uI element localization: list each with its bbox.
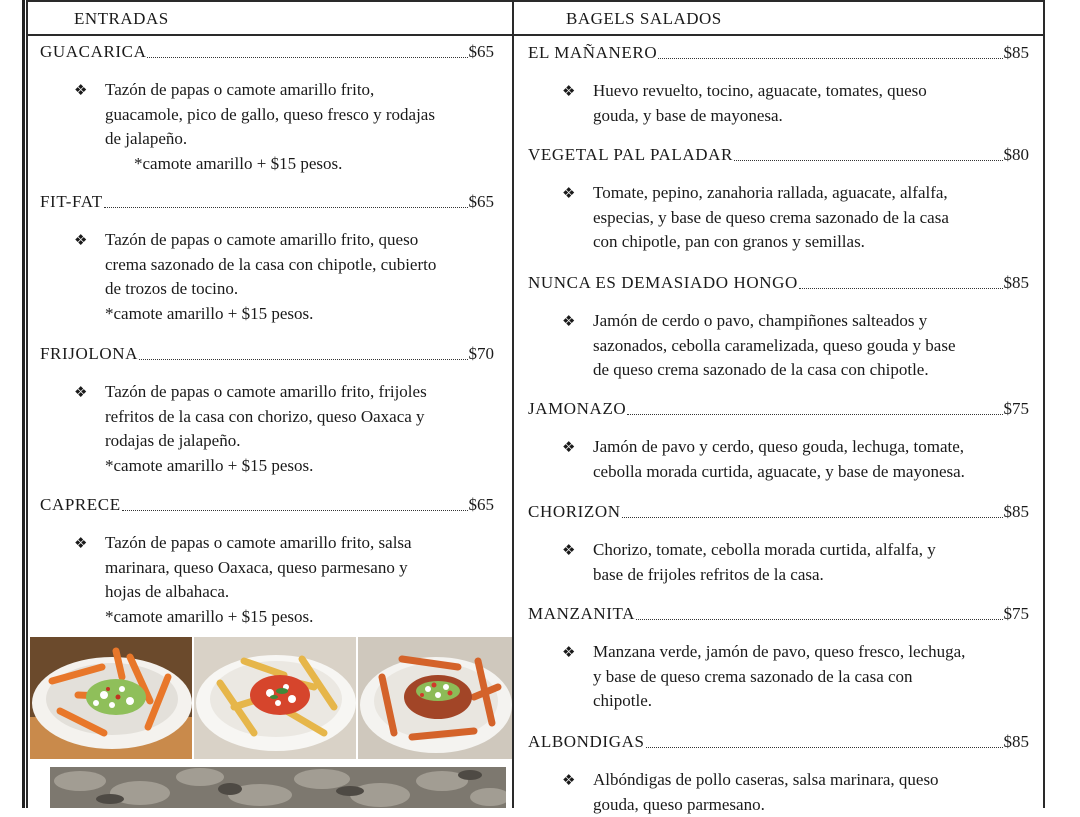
bullet-icon: ❖ bbox=[562, 79, 575, 103]
dot-leader bbox=[104, 193, 468, 208]
desc-line: de jalapeño. bbox=[105, 127, 496, 152]
bullet-icon: ❖ bbox=[562, 435, 575, 459]
dot-leader bbox=[646, 733, 1003, 748]
dot-leader bbox=[139, 345, 468, 360]
item-price: $70 bbox=[469, 342, 495, 366]
dot-leader bbox=[122, 496, 468, 511]
menu-item-caprece bbox=[28, 493, 512, 629]
desc-line: Tazón de papas o camote amarillo frito, queso bbox=[105, 228, 496, 253]
item-header bbox=[40, 190, 494, 214]
bullet-icon: ❖ bbox=[74, 78, 87, 102]
price-note: *camote amarillo + $15 pesos. bbox=[105, 152, 496, 177]
menu-item-chorizon bbox=[514, 500, 1043, 587]
bowl-fries-guacamole-image bbox=[30, 637, 192, 759]
bowl-fries-chorizo-image bbox=[358, 637, 514, 759]
desc-line: de trozos de tocino. bbox=[105, 277, 496, 302]
stone-wall-image bbox=[50, 767, 506, 808]
bullet-icon: ❖ bbox=[562, 768, 575, 792]
desc-line: gouda, queso parmesano. bbox=[593, 793, 1031, 817]
desc-line: Tazón de papas o camote amarillo frito, salsa bbox=[105, 531, 496, 556]
desc-line: marinara, queso Oaxaca, queso parmesano y bbox=[105, 556, 496, 581]
item-price: $65 bbox=[469, 190, 495, 214]
item-description bbox=[28, 531, 512, 629]
item-name: VEGETAL PAL PALADAR bbox=[528, 143, 733, 167]
item-description bbox=[514, 640, 1043, 714]
dot-leader bbox=[622, 503, 1003, 518]
item-description bbox=[514, 435, 1043, 484]
entradas-column bbox=[26, 0, 514, 808]
item-header bbox=[528, 143, 1029, 167]
section-heading-text: ENTRADAS bbox=[74, 9, 169, 28]
menu-item-nunca-es-demasiado-hongo bbox=[514, 271, 1043, 383]
price-note: *camote amarillo + $15 pesos. bbox=[105, 454, 496, 479]
desc-line: Manzana verde, jamón de pavo, queso fresco, lechuga, bbox=[593, 640, 1031, 665]
dot-leader bbox=[799, 274, 1003, 289]
bullet-icon: ❖ bbox=[74, 228, 87, 252]
item-name: CHORIZON bbox=[528, 500, 621, 524]
desc-line: Tazón de papas o camote amarillo frito, frijoles bbox=[105, 380, 496, 405]
item-price: $65 bbox=[469, 40, 495, 64]
desc-line: refritos de la casa con chorizo, queso Oaxaca y bbox=[105, 405, 496, 430]
desc-line: sazonados, cebolla caramelizada, queso gouda y base bbox=[593, 334, 1031, 359]
section-heading-text: BAGELS SALADOS bbox=[566, 9, 722, 28]
menu-item-manzanita bbox=[514, 602, 1043, 714]
price-note: *camote amarillo + $15 pesos. bbox=[105, 302, 496, 327]
item-header bbox=[528, 271, 1029, 295]
bullet-icon: ❖ bbox=[562, 181, 575, 205]
desc-line: base de frijoles refritos de la casa. bbox=[593, 563, 1031, 588]
desc-line: con chipotle, pan con granos y semillas. bbox=[593, 230, 1031, 255]
desc-line: cebolla morada curtida, aguacate, y base de mayonesa. bbox=[593, 460, 1031, 485]
photo-frijolona bbox=[356, 637, 514, 759]
desc-line: chipotle. bbox=[593, 689, 1031, 714]
item-price: $75 bbox=[1004, 602, 1030, 626]
menu-item-jamonazo bbox=[514, 397, 1043, 484]
item-header bbox=[40, 40, 494, 64]
desc-line: Jamón de cerdo o pavo, champiñones salteados y bbox=[593, 309, 1031, 334]
dot-leader bbox=[147, 43, 467, 58]
page-edge-left bbox=[22, 0, 25, 808]
dot-leader bbox=[658, 44, 1002, 59]
item-header bbox=[528, 602, 1029, 626]
desc-line: Tazón de papas o camote amarillo frito, bbox=[105, 78, 496, 103]
item-price: $85 bbox=[1004, 271, 1030, 295]
menu-item-el-mananero bbox=[514, 41, 1043, 128]
item-name: MANZANITA bbox=[528, 602, 635, 626]
item-description bbox=[514, 79, 1043, 128]
item-name: ALBONDIGAS bbox=[528, 730, 645, 754]
bowl-fries-cheese-image bbox=[194, 637, 357, 759]
menu-item-guacarica bbox=[28, 40, 512, 176]
item-description bbox=[514, 309, 1043, 383]
item-name: FIT-FAT bbox=[40, 190, 103, 214]
desc-line: rodajas de jalapeño. bbox=[105, 429, 496, 454]
item-price: $85 bbox=[1004, 730, 1030, 754]
photo-guacarica bbox=[30, 637, 192, 759]
item-price: $75 bbox=[1004, 397, 1030, 421]
bullet-icon: ❖ bbox=[74, 380, 87, 404]
desc-line: Huevo revuelto, tocino, aguacate, tomates, queso bbox=[593, 79, 1031, 104]
dot-leader bbox=[734, 146, 1003, 161]
bullet-icon: ❖ bbox=[562, 309, 575, 333]
item-name: CAPRECE bbox=[40, 493, 121, 517]
menu-item-frijolona bbox=[28, 342, 512, 478]
item-name: EL MAÑANERO bbox=[528, 41, 657, 65]
menu-item-vegetal-pal-paladar bbox=[514, 143, 1043, 255]
price-note: *camote amarillo + $15 pesos. bbox=[105, 605, 496, 630]
item-description bbox=[514, 538, 1043, 587]
bullet-icon: ❖ bbox=[562, 538, 575, 562]
stone-texture-image bbox=[50, 767, 506, 808]
food-photos bbox=[30, 637, 514, 759]
item-header bbox=[40, 493, 494, 517]
bullet-icon: ❖ bbox=[74, 531, 87, 555]
item-description bbox=[514, 181, 1043, 255]
desc-line: especias, y base de queso crema sazonado de la casa bbox=[593, 206, 1031, 231]
menu-item-albondigas bbox=[514, 730, 1043, 817]
item-header bbox=[528, 730, 1029, 754]
item-price: $80 bbox=[1004, 143, 1030, 167]
item-header bbox=[528, 397, 1029, 421]
bullet-icon: ❖ bbox=[562, 640, 575, 664]
desc-line: Jamón de pavo y cerdo, queso gouda, lechuga, tomate, bbox=[593, 435, 1031, 460]
menu-item-fit-fat bbox=[28, 190, 512, 326]
desc-line: guacamole, pico de gallo, queso fresco y rodajas bbox=[105, 103, 496, 128]
item-header bbox=[528, 500, 1029, 524]
section-heading-bagels bbox=[514, 0, 1043, 36]
section-heading-entradas bbox=[28, 0, 512, 36]
bagels-column bbox=[512, 0, 1045, 808]
item-header bbox=[528, 41, 1029, 65]
item-description bbox=[514, 768, 1043, 817]
item-description bbox=[28, 78, 512, 176]
item-name: JAMONAZO bbox=[528, 397, 626, 421]
dot-leader bbox=[636, 605, 1003, 620]
desc-line: y base de queso crema sazonado de la casa con bbox=[593, 665, 1031, 690]
item-name: GUACARICA bbox=[40, 40, 146, 64]
desc-line: gouda, y base de mayonesa. bbox=[593, 104, 1031, 129]
item-price: $65 bbox=[469, 493, 495, 517]
item-price: $85 bbox=[1004, 41, 1030, 65]
desc-line: Tomate, pepino, zanahoria rallada, aguacate, alfalfa, bbox=[593, 181, 1031, 206]
desc-line: hojas de albahaca. bbox=[105, 580, 496, 605]
item-description bbox=[28, 228, 512, 326]
item-name: NUNCA ES DEMASIADO HONGO bbox=[528, 271, 798, 295]
desc-line: Chorizo, tomate, cebolla morada curtida, alfalfa, y bbox=[593, 538, 1031, 563]
desc-line: de queso crema sazonado de la casa con chipotle. bbox=[593, 358, 1031, 383]
item-header bbox=[40, 342, 494, 366]
item-price: $85 bbox=[1004, 500, 1030, 524]
dot-leader bbox=[627, 400, 1002, 415]
photo-fit-fat bbox=[192, 637, 357, 759]
desc-line: crema sazonado de la casa con chipotle, cubierto bbox=[105, 253, 496, 278]
item-name: FRIJOLONA bbox=[40, 342, 138, 366]
item-description bbox=[28, 380, 512, 478]
desc-line: Albóndigas de pollo caseras, salsa marinara, queso bbox=[593, 768, 1031, 793]
